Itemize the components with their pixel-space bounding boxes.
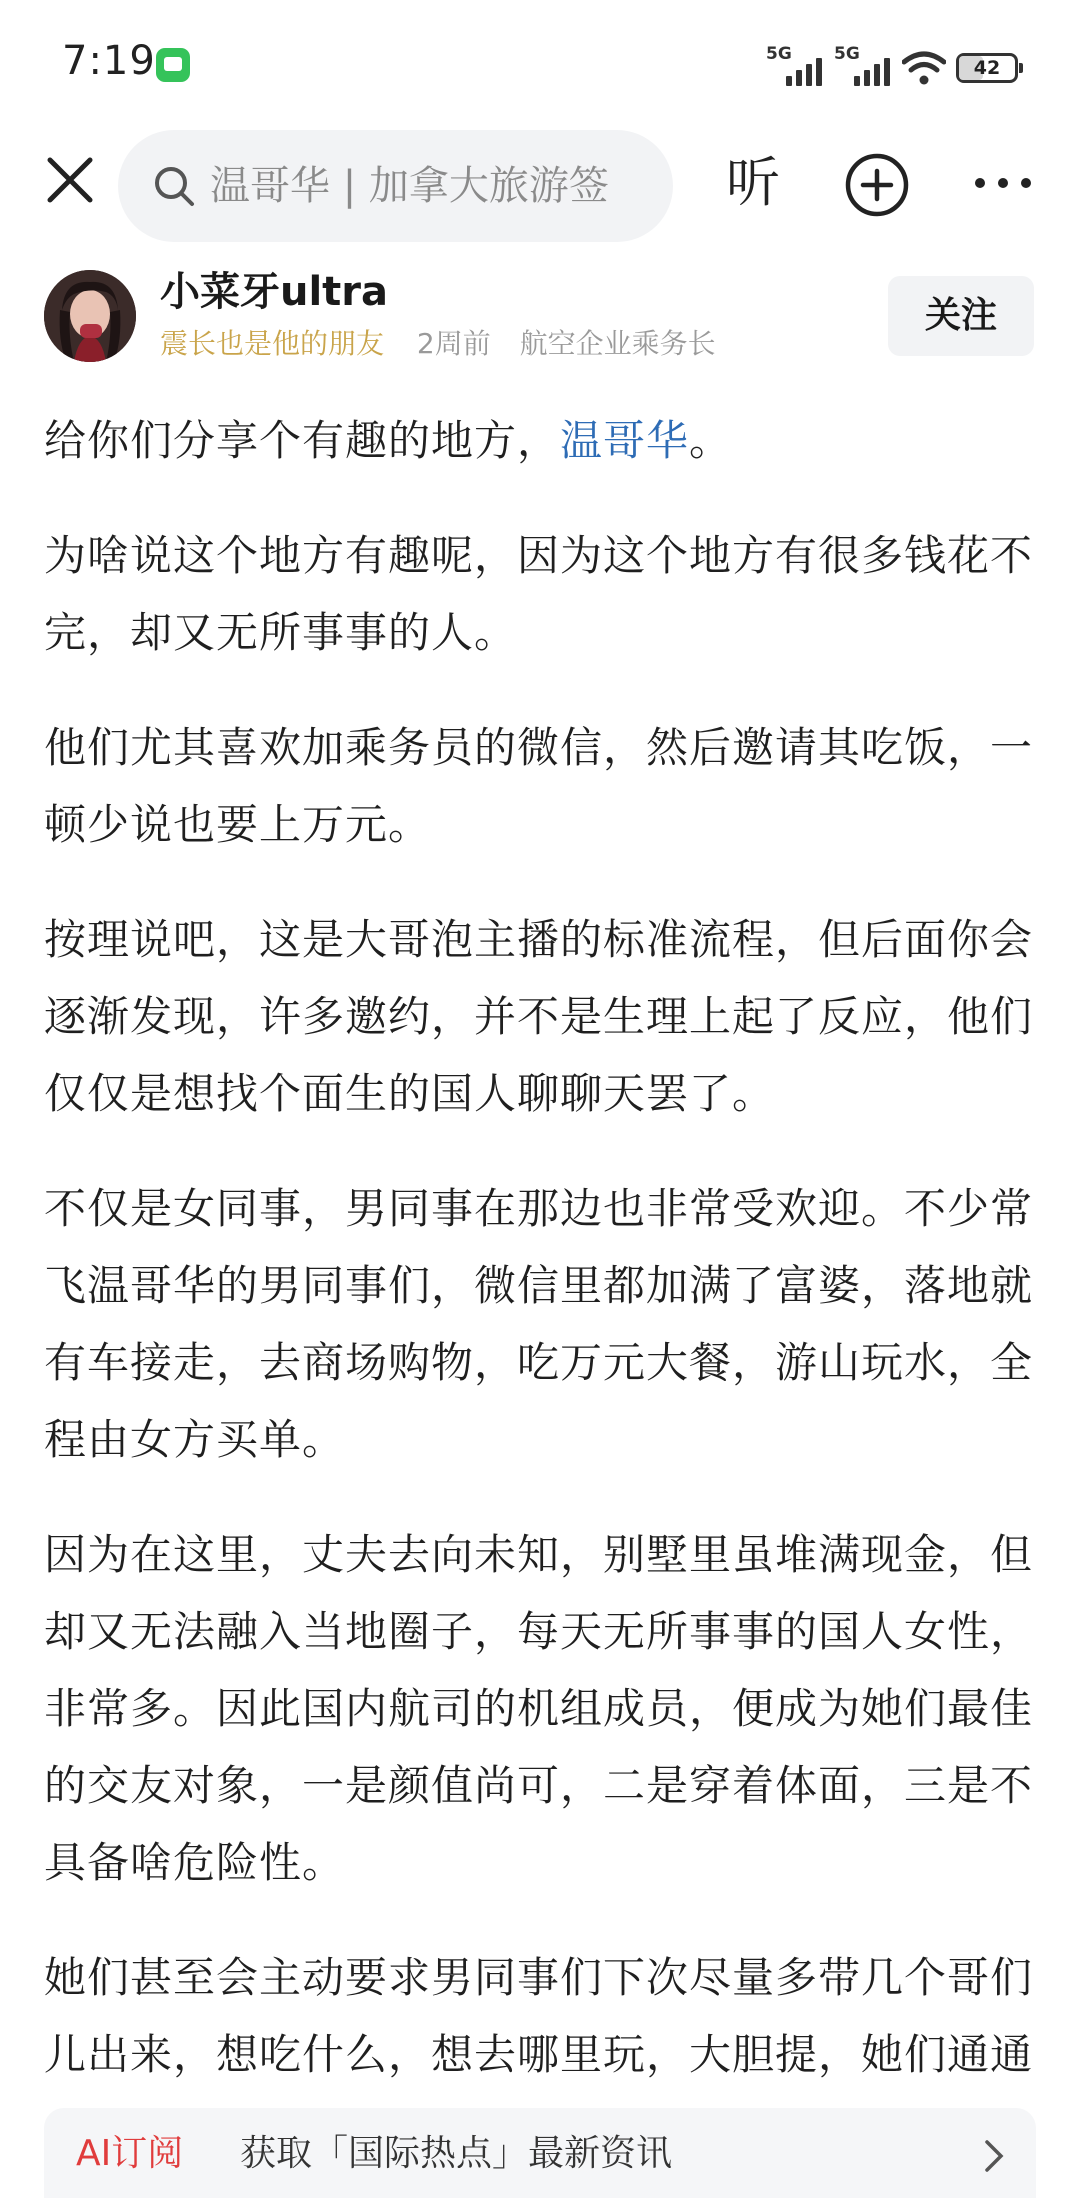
paragraph-text: 给你们分享个有趣的地方， <box>44 416 561 465</box>
article-paragraph: 因为在这里，丈夫去向未知，别墅里虽堆满现金，但却又无法融入当地圈子，每天无所事事的国人女性，非常多。因此国内航司的机组成员，便成为她们最佳的交友对象，一是颜值尚可，二是穿着体面，三是不具备啥危险性。 <box>44 1530 1034 1887</box>
topic-link[interactable]: 温哥华 <box>560 416 690 465</box>
search-icon <box>150 162 198 210</box>
article-paragraph: 他们尤其喜欢加乘务员的微信，然后邀请其吃饭，一顿少说也要上万元。 <box>44 723 1034 849</box>
ai-subscription-bar[interactable] <box>44 2108 1036 2198</box>
author-meta <box>160 324 716 364</box>
author-name[interactable]: 小菜牙ultra <box>160 269 389 315</box>
message-notification-icon <box>156 48 190 82</box>
listen-button[interactable]: 听 <box>726 151 780 214</box>
article-paragraph: 她们甚至会主动要求男同事们下次尽量多带几个哥们儿出来，想吃什么，想去哪里玩，大胆提，她们通通 <box>44 1953 1034 2079</box>
cellular-signal-icon <box>766 44 824 86</box>
chevron-right-icon <box>982 2138 1006 2174</box>
wifi-icon <box>902 50 946 86</box>
article-paragraph <box>44 402 1039 479</box>
avatar-image <box>44 270 136 362</box>
avatar[interactable] <box>44 270 136 362</box>
status-time: 7:19 <box>62 38 156 84</box>
article-paragraph: 不仅是女同事，男同事在那边也非常受欢迎。不少常飞温哥华的男同事们，微信里都加满了富婆，落地就有车接走，去商场购物，吃万元大餐，游山玩水，全程由女方买单。 <box>44 1184 1034 1464</box>
author-occupation: 航空企业乘务长 <box>519 327 716 360</box>
close-icon[interactable] <box>40 150 100 210</box>
search-input[interactable] <box>118 130 673 242</box>
author-tag: 震长也是他的朋友 <box>160 327 385 360</box>
network-type-label: 5G <box>766 44 792 64</box>
top-navigation-bar <box>0 120 1080 250</box>
ai-subscription-label: AI订阅 <box>76 2133 184 2174</box>
battery-percent: 42 <box>973 57 1001 79</box>
search-query-text: 温哥华 | 加拿大旅游签 <box>210 163 609 209</box>
cellular-signal-icon <box>834 44 892 86</box>
status-bar <box>0 0 1080 120</box>
article-paragraph: 为啥说这个地方有趣呢，因为这个地方有很多钱花不完，却又无所事事的人。 <box>44 531 1034 657</box>
ai-subscription-text: 获取「国际热点」最新资讯 <box>240 2133 673 2174</box>
more-options-icon[interactable] <box>970 158 1036 208</box>
article-paragraph: 按理说吧，这是大哥泡主播的标准流程，但后面你会逐渐发现，许多邀约，并不是生理上起了反应，他们仅仅是想找个面生的国人聊聊天罢了。 <box>44 915 1034 1118</box>
add-circle-icon[interactable] <box>844 152 910 218</box>
network-type-label: 5G <box>834 44 860 64</box>
post-time: 2周前 <box>416 327 491 360</box>
status-indicators <box>766 46 1018 86</box>
follow-button[interactable]: 关注 <box>888 276 1034 356</box>
paragraph-text: 。 <box>689 416 733 465</box>
battery-icon <box>956 53 1018 83</box>
author-info-row <box>0 262 1080 382</box>
article-body <box>44 402 1039 2092</box>
